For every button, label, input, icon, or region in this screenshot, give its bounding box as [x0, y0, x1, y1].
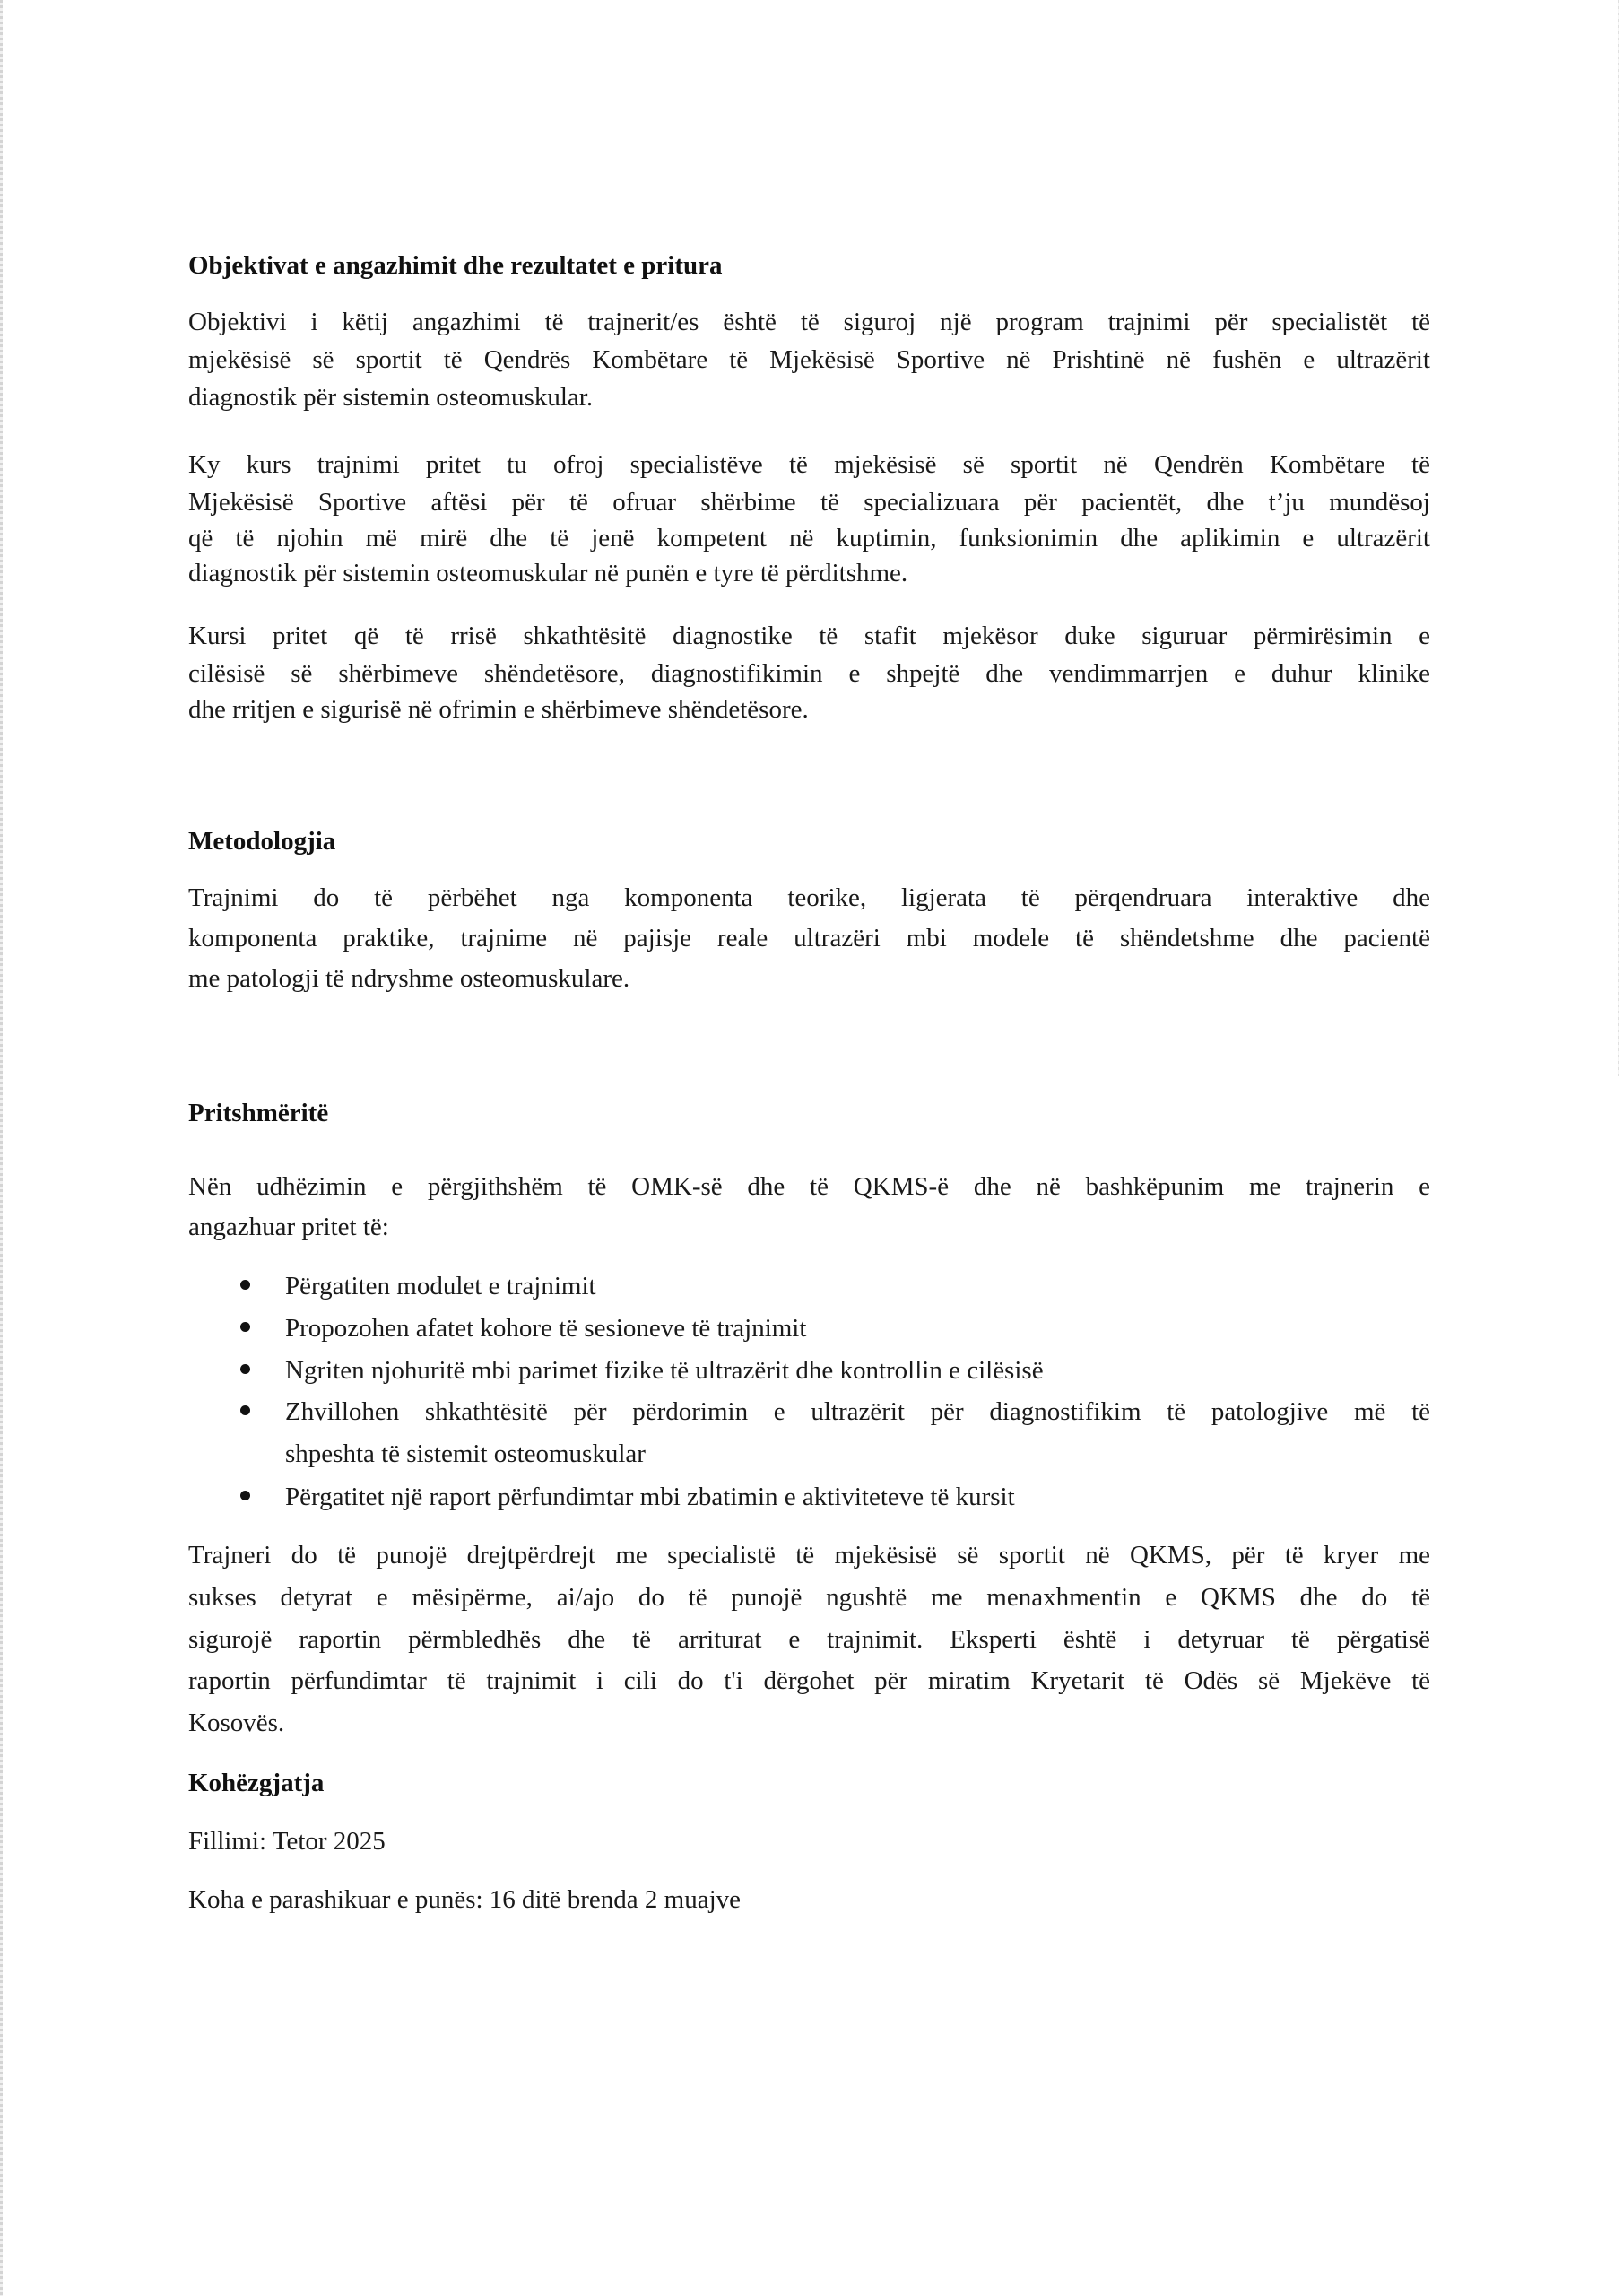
- expectations-list-item: Propozohen afatet kohore të sesioneve të trajnimit: [285, 1314, 807, 1343]
- heading-duration: Kohëzgjatja: [188, 1769, 325, 1797]
- expectations-list-item: Ngriten njohuritë mbi parimet fizike të ultrazërit dhe kontrollin e cilësisë: [285, 1356, 1044, 1385]
- bullet-icon: [240, 1280, 250, 1290]
- objectives-paragraph-1-line: diagnostik për sistemin osteomuskular.: [188, 383, 594, 412]
- objectives-paragraph-1-line: mjekësisë së sportit të Qendrës Kombëtare të Mjekësisë Sportive në Prishtinë në fushën e ultrazërit: [188, 345, 1430, 374]
- objectives-paragraph-3-line: cilësisë së shërbimeve shëndetësore, diagnostifikimin e shpejtë dhe vendimmarrjen e duhur klinike: [188, 659, 1430, 688]
- objectives-paragraph-3-line: Kursi pritet që të rrisë shkathtësitë diagnostike të stafit mjekësor duke siguruar përmirësimin e: [188, 622, 1430, 650]
- bullet-icon: [240, 1491, 250, 1500]
- expectations-closing-line: Trajneri do të punojë drejtpërdrejt me specialistë të mjekësisë së sportit në QKMS, për të kryer me: [188, 1541, 1430, 1570]
- objectives-paragraph-2-line: që të njohin më mirë dhe të jenë kompetent në kuptimin, funksionimin dhe aplikimin e ultrazërit: [188, 524, 1430, 552]
- heading-methodology: Metodologjia: [188, 827, 336, 856]
- scan-edge-right: [1618, 0, 1619, 1076]
- heading-expectations: Pritshmëritë: [188, 1099, 329, 1127]
- methodology-paragraph-line: komponenta praktike, trajnime në pajisje reale ultrazëri mbi modele të shëndetshme dhe pacientë: [188, 924, 1430, 952]
- objectives-paragraph-3-line: dhe rritjen e sigurisë në ofrimin e shërbimeve shëndetësore.: [188, 695, 809, 724]
- expectations-closing-line: sukses detyrat e mësipërme, ai/ajo do të punojë ngushtë me menaxhmentin e QKMS dhe do të: [188, 1583, 1430, 1612]
- methodology-paragraph-line: Trajnimi do të përbëhet nga komponenta teorike, ligjerata të përqendruara interaktive dhe: [188, 883, 1430, 912]
- bullet-icon: [240, 1322, 250, 1332]
- expectations-closing-line: raportin përfundimtar të trajnimit i cili do t'i dërgohet për miratim Kryetarit të Odës së Mjekëve të: [188, 1666, 1430, 1695]
- expectations-intro-line: Nën udhëzimin e përgjithshëm të OMK-së dhe të QKMS-ë dhe në bashkëpunim me trajnerin e: [188, 1172, 1430, 1201]
- duration-workload: Koha e parashikuar e punës: 16 ditë brenda 2 muajve: [188, 1885, 742, 1914]
- objectives-paragraph-2-line: Mjekësisë Sportive aftësi për të ofruar shërbime të specializuara për pacientët, dhe t’ju mundësoj: [188, 488, 1430, 517]
- methodology-paragraph-line: me patologji të ndryshme osteomuskulare.: [188, 964, 630, 993]
- bullet-icon: [240, 1364, 250, 1374]
- expectations-list-item: Përgatiten modulet e trajnimit: [285, 1272, 596, 1300]
- expectations-list-item: Zhvillohen shkathtësitë për përdorimin e ultrazërit për diagnostifikim të patologjive më të: [285, 1397, 1430, 1426]
- expectations-list-item: Përgatitet një raport përfundimtar mbi zbatimin e aktiviteteve të kursit: [285, 1483, 1015, 1511]
- objectives-paragraph-1-line: Objektivi i këtij angazhimi të trajnerit/es është të siguroj një program trajnimi për specialistët të: [188, 308, 1430, 336]
- bullet-icon: [240, 1405, 250, 1415]
- objectives-paragraph-2-line: diagnostik për sistemin osteomuskular në punën e tyre të përditshme.: [188, 559, 908, 587]
- duration-start: Fillimi: Tetor 2025: [188, 1827, 386, 1856]
- expectations-intro-line: angazhuar pritet të:: [188, 1213, 389, 1241]
- expectations-list-item-continuation: shpeshta të sistemit osteomuskular: [285, 1439, 646, 1468]
- expectations-closing-line: Kosovës.: [188, 1709, 285, 1737]
- objectives-paragraph-2-line: Ky kurs trajnimi pritet tu ofroj specialistëve të mjekësisë së sportit në Qendrën Kombëtare të: [188, 450, 1430, 479]
- scan-edge-left: [0, 0, 3, 2296]
- heading-objectives: Objektivat e angazhimit dhe rezultatet e pritura: [188, 251, 723, 280]
- expectations-closing-line: sigurojë raportin përmbledhës dhe të arriturat e trajnimit. Eksperti është i detyruar të përgatisë: [188, 1625, 1430, 1654]
